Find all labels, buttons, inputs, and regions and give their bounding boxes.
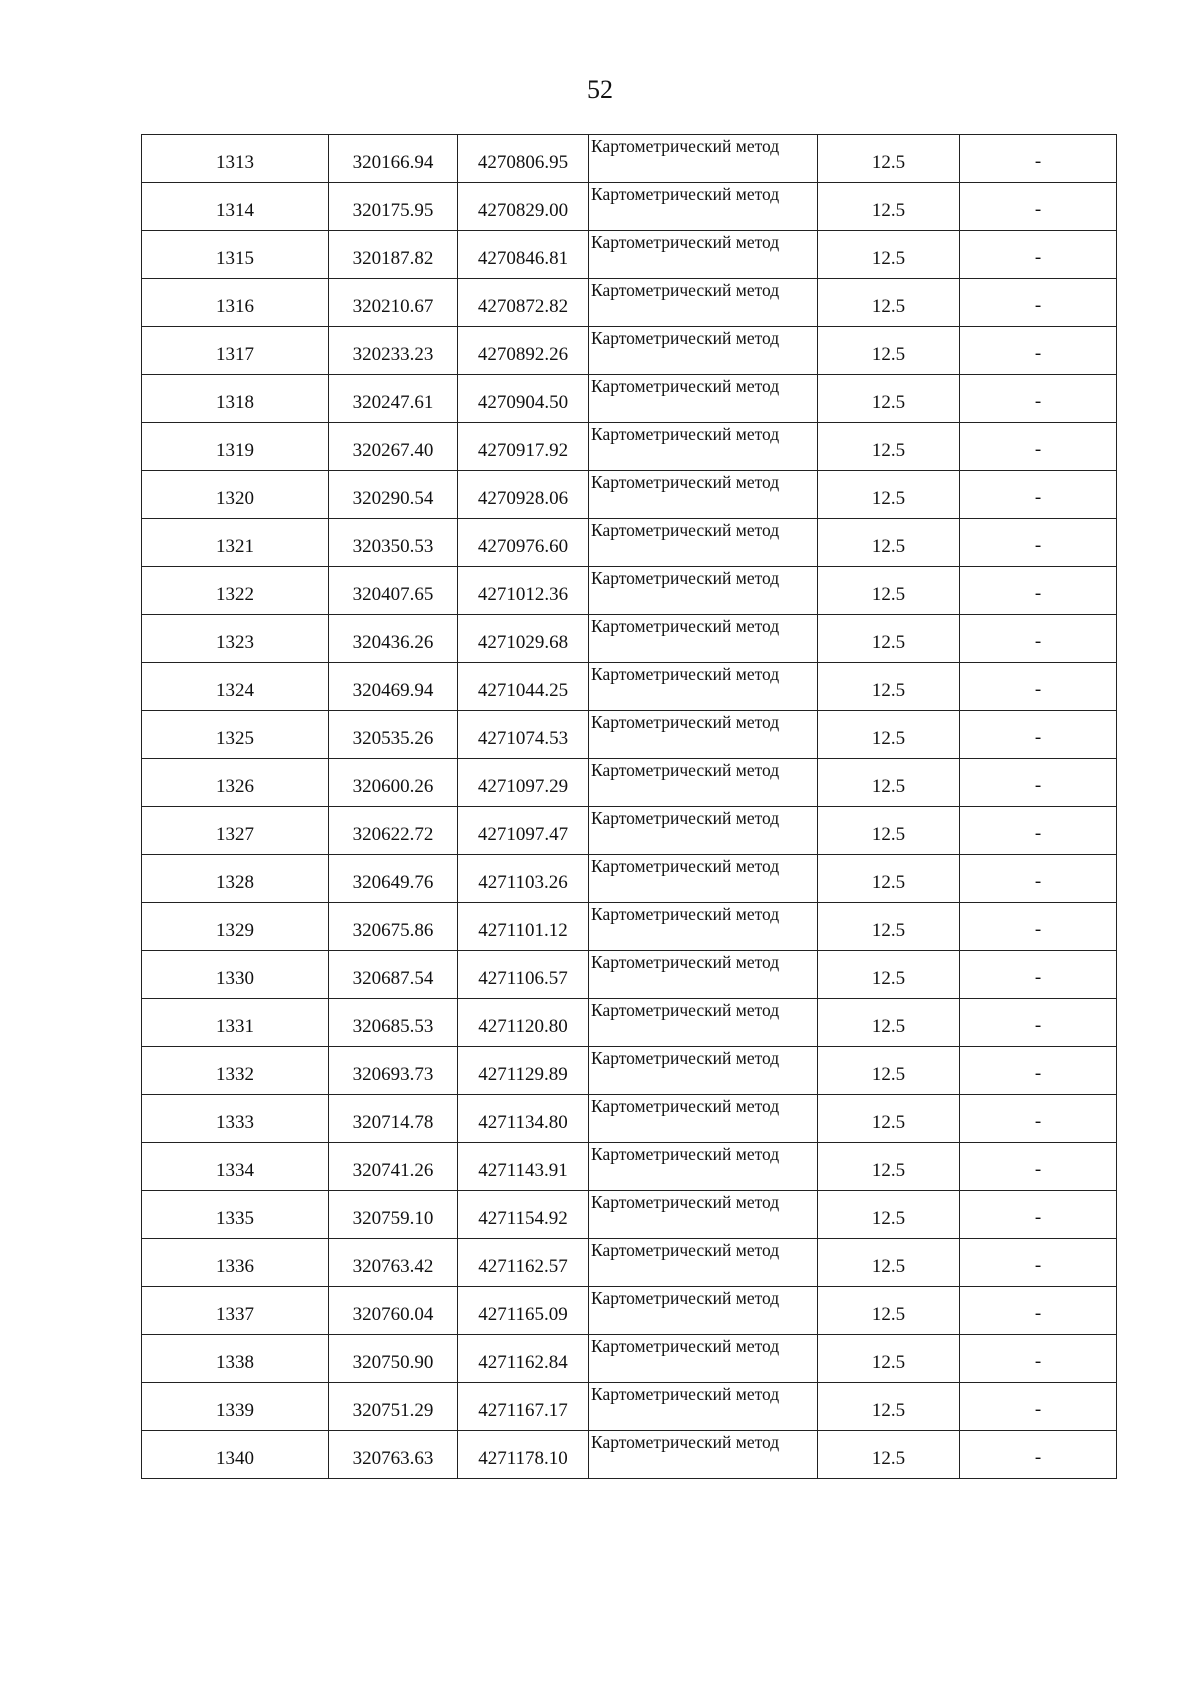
method-cell: Картометрический метод	[589, 1431, 818, 1479]
point-number-cell: 1332	[142, 1047, 329, 1095]
method-cell: Картометрический метод	[589, 1095, 818, 1143]
table-row	[142, 1383, 1117, 1431]
table-row	[142, 279, 1117, 327]
accuracy-cell: 12.5	[818, 951, 960, 999]
point-number-cell: 1313	[142, 135, 329, 183]
method-cell: Картометрический метод	[589, 999, 818, 1047]
x-coordinate-cell: 320535.26	[329, 711, 458, 759]
table-row	[142, 951, 1117, 999]
accuracy-cell: 12.5	[818, 855, 960, 903]
y-coordinate-cell: 4270904.50	[458, 375, 589, 423]
y-coordinate-cell: 4271120.80	[458, 999, 589, 1047]
point-number-cell: 1327	[142, 807, 329, 855]
x-coordinate-cell: 320247.61	[329, 375, 458, 423]
accuracy-cell: 12.5	[818, 999, 960, 1047]
note-cell: -	[960, 1047, 1117, 1095]
accuracy-cell: 12.5	[818, 1383, 960, 1431]
method-cell: Картометрический метод	[589, 1335, 818, 1383]
accuracy-cell: 12.5	[818, 711, 960, 759]
table-row	[142, 1239, 1117, 1287]
table-row	[142, 903, 1117, 951]
accuracy-cell: 12.5	[818, 1047, 960, 1095]
note-cell: -	[960, 951, 1117, 999]
accuracy-cell: 12.5	[818, 1431, 960, 1479]
table-row	[142, 999, 1117, 1047]
y-coordinate-cell: 4271165.09	[458, 1287, 589, 1335]
x-coordinate-cell: 320675.86	[329, 903, 458, 951]
y-coordinate-cell: 4271101.12	[458, 903, 589, 951]
note-cell: -	[960, 183, 1117, 231]
y-coordinate-cell: 4270917.92	[458, 423, 589, 471]
accuracy-cell: 12.5	[818, 135, 960, 183]
note-cell: -	[960, 135, 1117, 183]
note-cell: -	[960, 711, 1117, 759]
point-number-cell: 1322	[142, 567, 329, 615]
method-cell: Картометрический метод	[589, 471, 818, 519]
accuracy-cell: 12.5	[818, 327, 960, 375]
table-row	[142, 759, 1117, 807]
point-number-cell: 1336	[142, 1239, 329, 1287]
x-coordinate-cell: 320622.72	[329, 807, 458, 855]
note-cell: -	[960, 1143, 1117, 1191]
table-row	[142, 711, 1117, 759]
point-number-cell: 1340	[142, 1431, 329, 1479]
note-cell: -	[960, 231, 1117, 279]
y-coordinate-cell: 4270846.81	[458, 231, 589, 279]
method-cell: Картометрический метод	[589, 807, 818, 855]
table-row	[142, 423, 1117, 471]
method-cell: Картометрический метод	[589, 615, 818, 663]
note-cell: -	[960, 423, 1117, 471]
y-coordinate-cell: 4270928.06	[458, 471, 589, 519]
table-row	[142, 519, 1117, 567]
x-coordinate-cell: 320714.78	[329, 1095, 458, 1143]
table-row	[142, 327, 1117, 375]
point-number-cell: 1317	[142, 327, 329, 375]
note-cell: -	[960, 1239, 1117, 1287]
note-cell: -	[960, 1095, 1117, 1143]
x-coordinate-cell: 320751.29	[329, 1383, 458, 1431]
y-coordinate-cell: 4271162.84	[458, 1335, 589, 1383]
point-number-cell: 1323	[142, 615, 329, 663]
y-coordinate-cell: 4271178.10	[458, 1431, 589, 1479]
note-cell: -	[960, 1191, 1117, 1239]
note-cell: -	[960, 903, 1117, 951]
method-cell: Картометрический метод	[589, 135, 818, 183]
table-row	[142, 471, 1117, 519]
note-cell: -	[960, 471, 1117, 519]
note-cell: -	[960, 855, 1117, 903]
x-coordinate-cell: 320687.54	[329, 951, 458, 999]
accuracy-cell: 12.5	[818, 615, 960, 663]
point-number-cell: 1314	[142, 183, 329, 231]
table-row	[142, 1431, 1117, 1479]
accuracy-cell: 12.5	[818, 471, 960, 519]
note-cell: -	[960, 1383, 1117, 1431]
point-number-cell: 1328	[142, 855, 329, 903]
table-row	[142, 231, 1117, 279]
table-row	[142, 663, 1117, 711]
table-row	[142, 183, 1117, 231]
table-body	[142, 135, 1117, 1479]
note-cell: -	[960, 375, 1117, 423]
note-cell: -	[960, 663, 1117, 711]
note-cell: -	[960, 1335, 1117, 1383]
y-coordinate-cell: 4271162.57	[458, 1239, 589, 1287]
method-cell: Картометрический метод	[589, 567, 818, 615]
y-coordinate-cell: 4271074.53	[458, 711, 589, 759]
y-coordinate-cell: 4270892.26	[458, 327, 589, 375]
table-row	[142, 375, 1117, 423]
note-cell: -	[960, 327, 1117, 375]
y-coordinate-cell: 4271044.25	[458, 663, 589, 711]
x-coordinate-cell: 320763.42	[329, 1239, 458, 1287]
x-coordinate-cell: 320210.67	[329, 279, 458, 327]
table-row	[142, 1191, 1117, 1239]
accuracy-cell: 12.5	[818, 1095, 960, 1143]
y-coordinate-cell: 4270829.00	[458, 183, 589, 231]
accuracy-cell: 12.5	[818, 903, 960, 951]
accuracy-cell: 12.5	[818, 1287, 960, 1335]
accuracy-cell: 12.5	[818, 1335, 960, 1383]
table-row	[142, 855, 1117, 903]
table-row	[142, 1287, 1117, 1335]
accuracy-cell: 12.5	[818, 567, 960, 615]
x-coordinate-cell: 320233.23	[329, 327, 458, 375]
point-number-cell: 1338	[142, 1335, 329, 1383]
point-number-cell: 1329	[142, 903, 329, 951]
y-coordinate-cell: 4271129.89	[458, 1047, 589, 1095]
method-cell: Картометрический метод	[589, 759, 818, 807]
x-coordinate-cell: 320267.40	[329, 423, 458, 471]
y-coordinate-cell: 4271103.26	[458, 855, 589, 903]
method-cell: Картометрический метод	[589, 1383, 818, 1431]
y-coordinate-cell: 4271167.17	[458, 1383, 589, 1431]
table-row	[142, 807, 1117, 855]
x-coordinate-cell: 320436.26	[329, 615, 458, 663]
method-cell: Картометрический метод	[589, 231, 818, 279]
accuracy-cell: 12.5	[818, 519, 960, 567]
x-coordinate-cell: 320750.90	[329, 1335, 458, 1383]
point-number-cell: 1325	[142, 711, 329, 759]
point-number-cell: 1324	[142, 663, 329, 711]
y-coordinate-cell: 4270976.60	[458, 519, 589, 567]
method-cell: Картометрический метод	[589, 855, 818, 903]
method-cell: Картометрический метод	[589, 423, 818, 471]
point-number-cell: 1315	[142, 231, 329, 279]
note-cell: -	[960, 567, 1117, 615]
accuracy-cell: 12.5	[818, 231, 960, 279]
note-cell: -	[960, 759, 1117, 807]
y-coordinate-cell: 4270806.95	[458, 135, 589, 183]
table-row	[142, 1335, 1117, 1383]
y-coordinate-cell: 4271097.29	[458, 759, 589, 807]
point-number-cell: 1337	[142, 1287, 329, 1335]
x-coordinate-cell: 320600.26	[329, 759, 458, 807]
table-row	[142, 1095, 1117, 1143]
point-number-cell: 1316	[142, 279, 329, 327]
accuracy-cell: 12.5	[818, 1191, 960, 1239]
x-coordinate-cell: 320187.82	[329, 231, 458, 279]
method-cell: Картометрический метод	[589, 1191, 818, 1239]
point-number-cell: 1321	[142, 519, 329, 567]
table-row	[142, 1047, 1117, 1095]
accuracy-cell: 12.5	[818, 663, 960, 711]
table-row	[142, 1143, 1117, 1191]
y-coordinate-cell: 4271097.47	[458, 807, 589, 855]
note-cell: -	[960, 519, 1117, 567]
x-coordinate-cell: 320350.53	[329, 519, 458, 567]
accuracy-cell: 12.5	[818, 279, 960, 327]
accuracy-cell: 12.5	[818, 183, 960, 231]
table-row	[142, 135, 1117, 183]
x-coordinate-cell: 320649.76	[329, 855, 458, 903]
note-cell: -	[960, 999, 1117, 1047]
accuracy-cell: 12.5	[818, 807, 960, 855]
accuracy-cell: 12.5	[818, 1143, 960, 1191]
table-row	[142, 567, 1117, 615]
note-cell: -	[960, 615, 1117, 663]
point-number-cell: 1330	[142, 951, 329, 999]
y-coordinate-cell: 4271012.36	[458, 567, 589, 615]
point-number-cell: 1334	[142, 1143, 329, 1191]
note-cell: -	[960, 279, 1117, 327]
y-coordinate-cell: 4271143.91	[458, 1143, 589, 1191]
x-coordinate-cell: 320469.94	[329, 663, 458, 711]
y-coordinate-cell: 4271106.57	[458, 951, 589, 999]
x-coordinate-cell: 320290.54	[329, 471, 458, 519]
accuracy-cell: 12.5	[818, 423, 960, 471]
point-number-cell: 1326	[142, 759, 329, 807]
x-coordinate-cell: 320407.65	[329, 567, 458, 615]
note-cell: -	[960, 1287, 1117, 1335]
note-cell: -	[960, 807, 1117, 855]
method-cell: Картометрический метод	[589, 1287, 818, 1335]
method-cell: Картометрический метод	[589, 1143, 818, 1191]
x-coordinate-cell: 320693.73	[329, 1047, 458, 1095]
method-cell: Картометрический метод	[589, 327, 818, 375]
x-coordinate-cell: 320175.95	[329, 183, 458, 231]
point-number-cell: 1331	[142, 999, 329, 1047]
method-cell: Картометрический метод	[589, 663, 818, 711]
coordinates-table	[141, 134, 1117, 1479]
method-cell: Картометрический метод	[589, 951, 818, 999]
note-cell: -	[960, 1431, 1117, 1479]
y-coordinate-cell: 4271134.80	[458, 1095, 589, 1143]
x-coordinate-cell: 320759.10	[329, 1191, 458, 1239]
method-cell: Картометрический метод	[589, 519, 818, 567]
y-coordinate-cell: 4271154.92	[458, 1191, 589, 1239]
method-cell: Картометрический метод	[589, 1239, 818, 1287]
method-cell: Картометрический метод	[589, 279, 818, 327]
point-number-cell: 1318	[142, 375, 329, 423]
point-number-cell: 1335	[142, 1191, 329, 1239]
x-coordinate-cell: 320760.04	[329, 1287, 458, 1335]
point-number-cell: 1319	[142, 423, 329, 471]
page-number: 52	[587, 75, 613, 104]
table-row	[142, 615, 1117, 663]
point-number-cell: 1333	[142, 1095, 329, 1143]
y-coordinate-cell: 4271029.68	[458, 615, 589, 663]
accuracy-cell: 12.5	[818, 759, 960, 807]
method-cell: Картометрический метод	[589, 711, 818, 759]
method-cell: Картометрический метод	[589, 1047, 818, 1095]
accuracy-cell: 12.5	[818, 1239, 960, 1287]
x-coordinate-cell: 320166.94	[329, 135, 458, 183]
point-number-cell: 1320	[142, 471, 329, 519]
method-cell: Картометрический метод	[589, 903, 818, 951]
accuracy-cell: 12.5	[818, 375, 960, 423]
point-number-cell: 1339	[142, 1383, 329, 1431]
y-coordinate-cell: 4270872.82	[458, 279, 589, 327]
x-coordinate-cell: 320741.26	[329, 1143, 458, 1191]
x-coordinate-cell: 320685.53	[329, 999, 458, 1047]
method-cell: Картометрический метод	[589, 183, 818, 231]
x-coordinate-cell: 320763.63	[329, 1431, 458, 1479]
method-cell: Картометрический метод	[589, 375, 818, 423]
